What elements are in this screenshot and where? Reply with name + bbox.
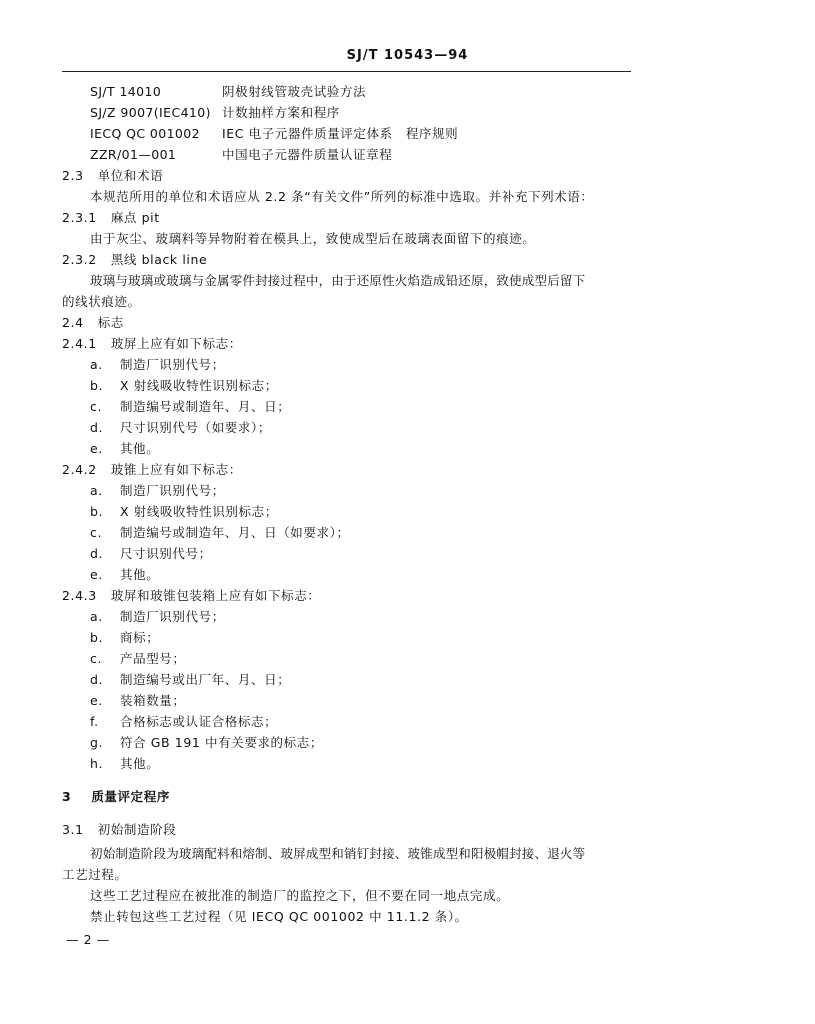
item-text: 制造厂识别代号； bbox=[120, 357, 225, 372]
list-item bbox=[90, 609, 225, 625]
item-text: 合格标志或认证合格标志； bbox=[120, 714, 278, 729]
item-text: 制造厂识别代号； bbox=[120, 609, 225, 624]
list-item bbox=[90, 483, 225, 499]
reference-title: 阴极射线管玻壳试验方法 bbox=[222, 84, 367, 99]
reference-title: IEC 电子元器件质量评定体系 程序规则 bbox=[222, 126, 459, 141]
section-heading-2-4-2 bbox=[62, 462, 242, 478]
list-item bbox=[90, 714, 277, 730]
section-title: 黑线 black line bbox=[110, 252, 208, 267]
item-letter: g. bbox=[90, 735, 104, 750]
list-item bbox=[90, 378, 278, 394]
header-rule bbox=[62, 71, 631, 72]
section-title: 玻锥上应有如下标志： bbox=[110, 462, 242, 477]
list-item bbox=[90, 756, 159, 772]
section-number: 2.4.3 bbox=[62, 588, 97, 603]
list-item bbox=[90, 567, 159, 583]
section-title: 单位和术语 bbox=[97, 168, 164, 183]
section-heading-2-3-1 bbox=[62, 210, 160, 226]
section-heading-3-1 bbox=[62, 822, 176, 838]
section-number: 2.3 bbox=[62, 168, 84, 183]
section-title: 标志 bbox=[97, 315, 124, 330]
item-text: 产品型号； bbox=[120, 651, 186, 666]
section-number: 2.4 bbox=[62, 315, 84, 330]
item-text: 制造编号或制造年、月、日（如要求）； bbox=[120, 525, 350, 540]
reference-code: IECQ QC 001002 bbox=[90, 126, 200, 141]
item-text: 尺寸识别代号（如要求）； bbox=[120, 420, 271, 435]
list-item bbox=[90, 693, 186, 709]
item-letter: f. bbox=[90, 714, 99, 729]
section-title: 质量评定程序 bbox=[91, 789, 170, 804]
list-item bbox=[90, 399, 290, 415]
section-title: 玻屏和玻锥包装箱上应有如下标志： bbox=[110, 588, 321, 603]
item-letter: b. bbox=[90, 378, 104, 393]
list-item bbox=[90, 357, 225, 373]
item-letter: b. bbox=[90, 504, 104, 519]
page-number: — 2 — bbox=[66, 932, 110, 947]
item-letter: d. bbox=[90, 420, 104, 435]
paragraph-continuation: 的线状痕迹。 bbox=[62, 294, 141, 309]
item-letter: c. bbox=[90, 525, 103, 540]
item-letter: e. bbox=[90, 693, 103, 708]
list-item bbox=[90, 630, 159, 646]
section-heading-2-4-3 bbox=[62, 588, 320, 604]
list-item bbox=[90, 504, 278, 520]
item-text: 其他。 bbox=[120, 441, 160, 456]
section-number: 2.4.1 bbox=[62, 336, 97, 351]
section-number: 3 bbox=[62, 789, 72, 804]
item-letter: a. bbox=[90, 483, 103, 498]
item-letter: c. bbox=[90, 399, 103, 414]
item-letter: b. bbox=[90, 630, 104, 645]
paragraph: 由于灰尘、玻璃料等异物附着在模具上，致使成型后在玻璃表面留下的痕迹。 bbox=[90, 231, 536, 246]
item-text: X 射线吸收特性识别标志； bbox=[120, 504, 278, 519]
paragraph: 初始制造阶段为玻璃配料和熔制、玻屏成型和销钉封接、玻锥成型和阳极帽封接、退火等 bbox=[90, 846, 586, 861]
item-letter: d. bbox=[90, 546, 104, 561]
item-text: 制造编号或制造年、月、日； bbox=[120, 399, 291, 414]
list-item bbox=[90, 546, 212, 562]
section-heading-2-3 bbox=[62, 168, 163, 184]
section-title: 麻点 pit bbox=[110, 210, 160, 225]
reference-title: 计数抽样方案和程序 bbox=[222, 105, 340, 120]
section-title: 玻屏上应有如下标志： bbox=[110, 336, 242, 351]
item-letter: a. bbox=[90, 609, 103, 624]
section-number: 2.3.2 bbox=[62, 252, 97, 267]
reference-title: 中国电子元器件质量认证章程 bbox=[222, 147, 393, 162]
item-letter: e. bbox=[90, 567, 103, 582]
item-text: X 射线吸收特性识别标志； bbox=[120, 378, 278, 393]
running-header: SJ/T 10543—94 bbox=[346, 48, 469, 63]
list-item bbox=[90, 420, 271, 436]
section-title: 初始制造阶段 bbox=[97, 822, 177, 837]
paragraph-continuation: 工艺过程。 bbox=[62, 867, 128, 882]
item-letter: e. bbox=[90, 441, 103, 456]
section-heading-3 bbox=[62, 789, 170, 805]
item-text: 装箱数量； bbox=[120, 693, 186, 708]
item-text: 其他。 bbox=[120, 756, 160, 771]
section-number: 3.1 bbox=[62, 822, 84, 837]
reference-code: SJ/T 14010 bbox=[90, 84, 162, 99]
paragraph: 本规范所用的单位和术语应从 2.2 条“有关文件”所列的标准中选取。并补充下列术语： bbox=[90, 189, 594, 204]
item-text: 商标； bbox=[120, 630, 160, 645]
item-letter: c. bbox=[90, 651, 103, 666]
item-letter: a. bbox=[90, 357, 103, 372]
paragraph: 玻璃与玻璃或玻璃与金属零件封接过程中，由于还原性火焰造成铅还原，致使成型后留下 bbox=[90, 273, 586, 288]
item-text: 尺寸识别代号； bbox=[120, 546, 212, 561]
section-heading-2-4 bbox=[62, 315, 124, 331]
list-item bbox=[90, 672, 290, 688]
list-item bbox=[90, 441, 159, 457]
item-text: 其他。 bbox=[120, 567, 160, 582]
section-number: 2.3.1 bbox=[62, 210, 97, 225]
section-number: 2.4.2 bbox=[62, 462, 97, 477]
reference-code: SJ/Z 9007(IEC410) bbox=[90, 105, 211, 120]
reference-code: ZZR/01—001 bbox=[90, 147, 177, 162]
section-heading-2-3-2 bbox=[62, 252, 207, 268]
item-letter: d. bbox=[90, 672, 104, 687]
list-item bbox=[90, 651, 186, 667]
paragraph: 这些工艺过程应在被批准的制造厂的监控之下，但不要在同一地点完成。 bbox=[90, 888, 510, 903]
paragraph: 禁止转包这些工艺过程（见 IECQ QC 001002 中 11.1.2 条）。 bbox=[90, 909, 468, 924]
section-heading-2-4-1 bbox=[62, 336, 242, 352]
item-letter: h. bbox=[90, 756, 104, 771]
item-text: 制造编号或出厂年、月、日； bbox=[120, 672, 291, 687]
item-text: 制造厂识别代号； bbox=[120, 483, 225, 498]
list-item bbox=[90, 735, 323, 751]
list-item bbox=[90, 525, 350, 541]
item-text: 符合 GB 191 中有关要求的标志； bbox=[120, 735, 323, 750]
